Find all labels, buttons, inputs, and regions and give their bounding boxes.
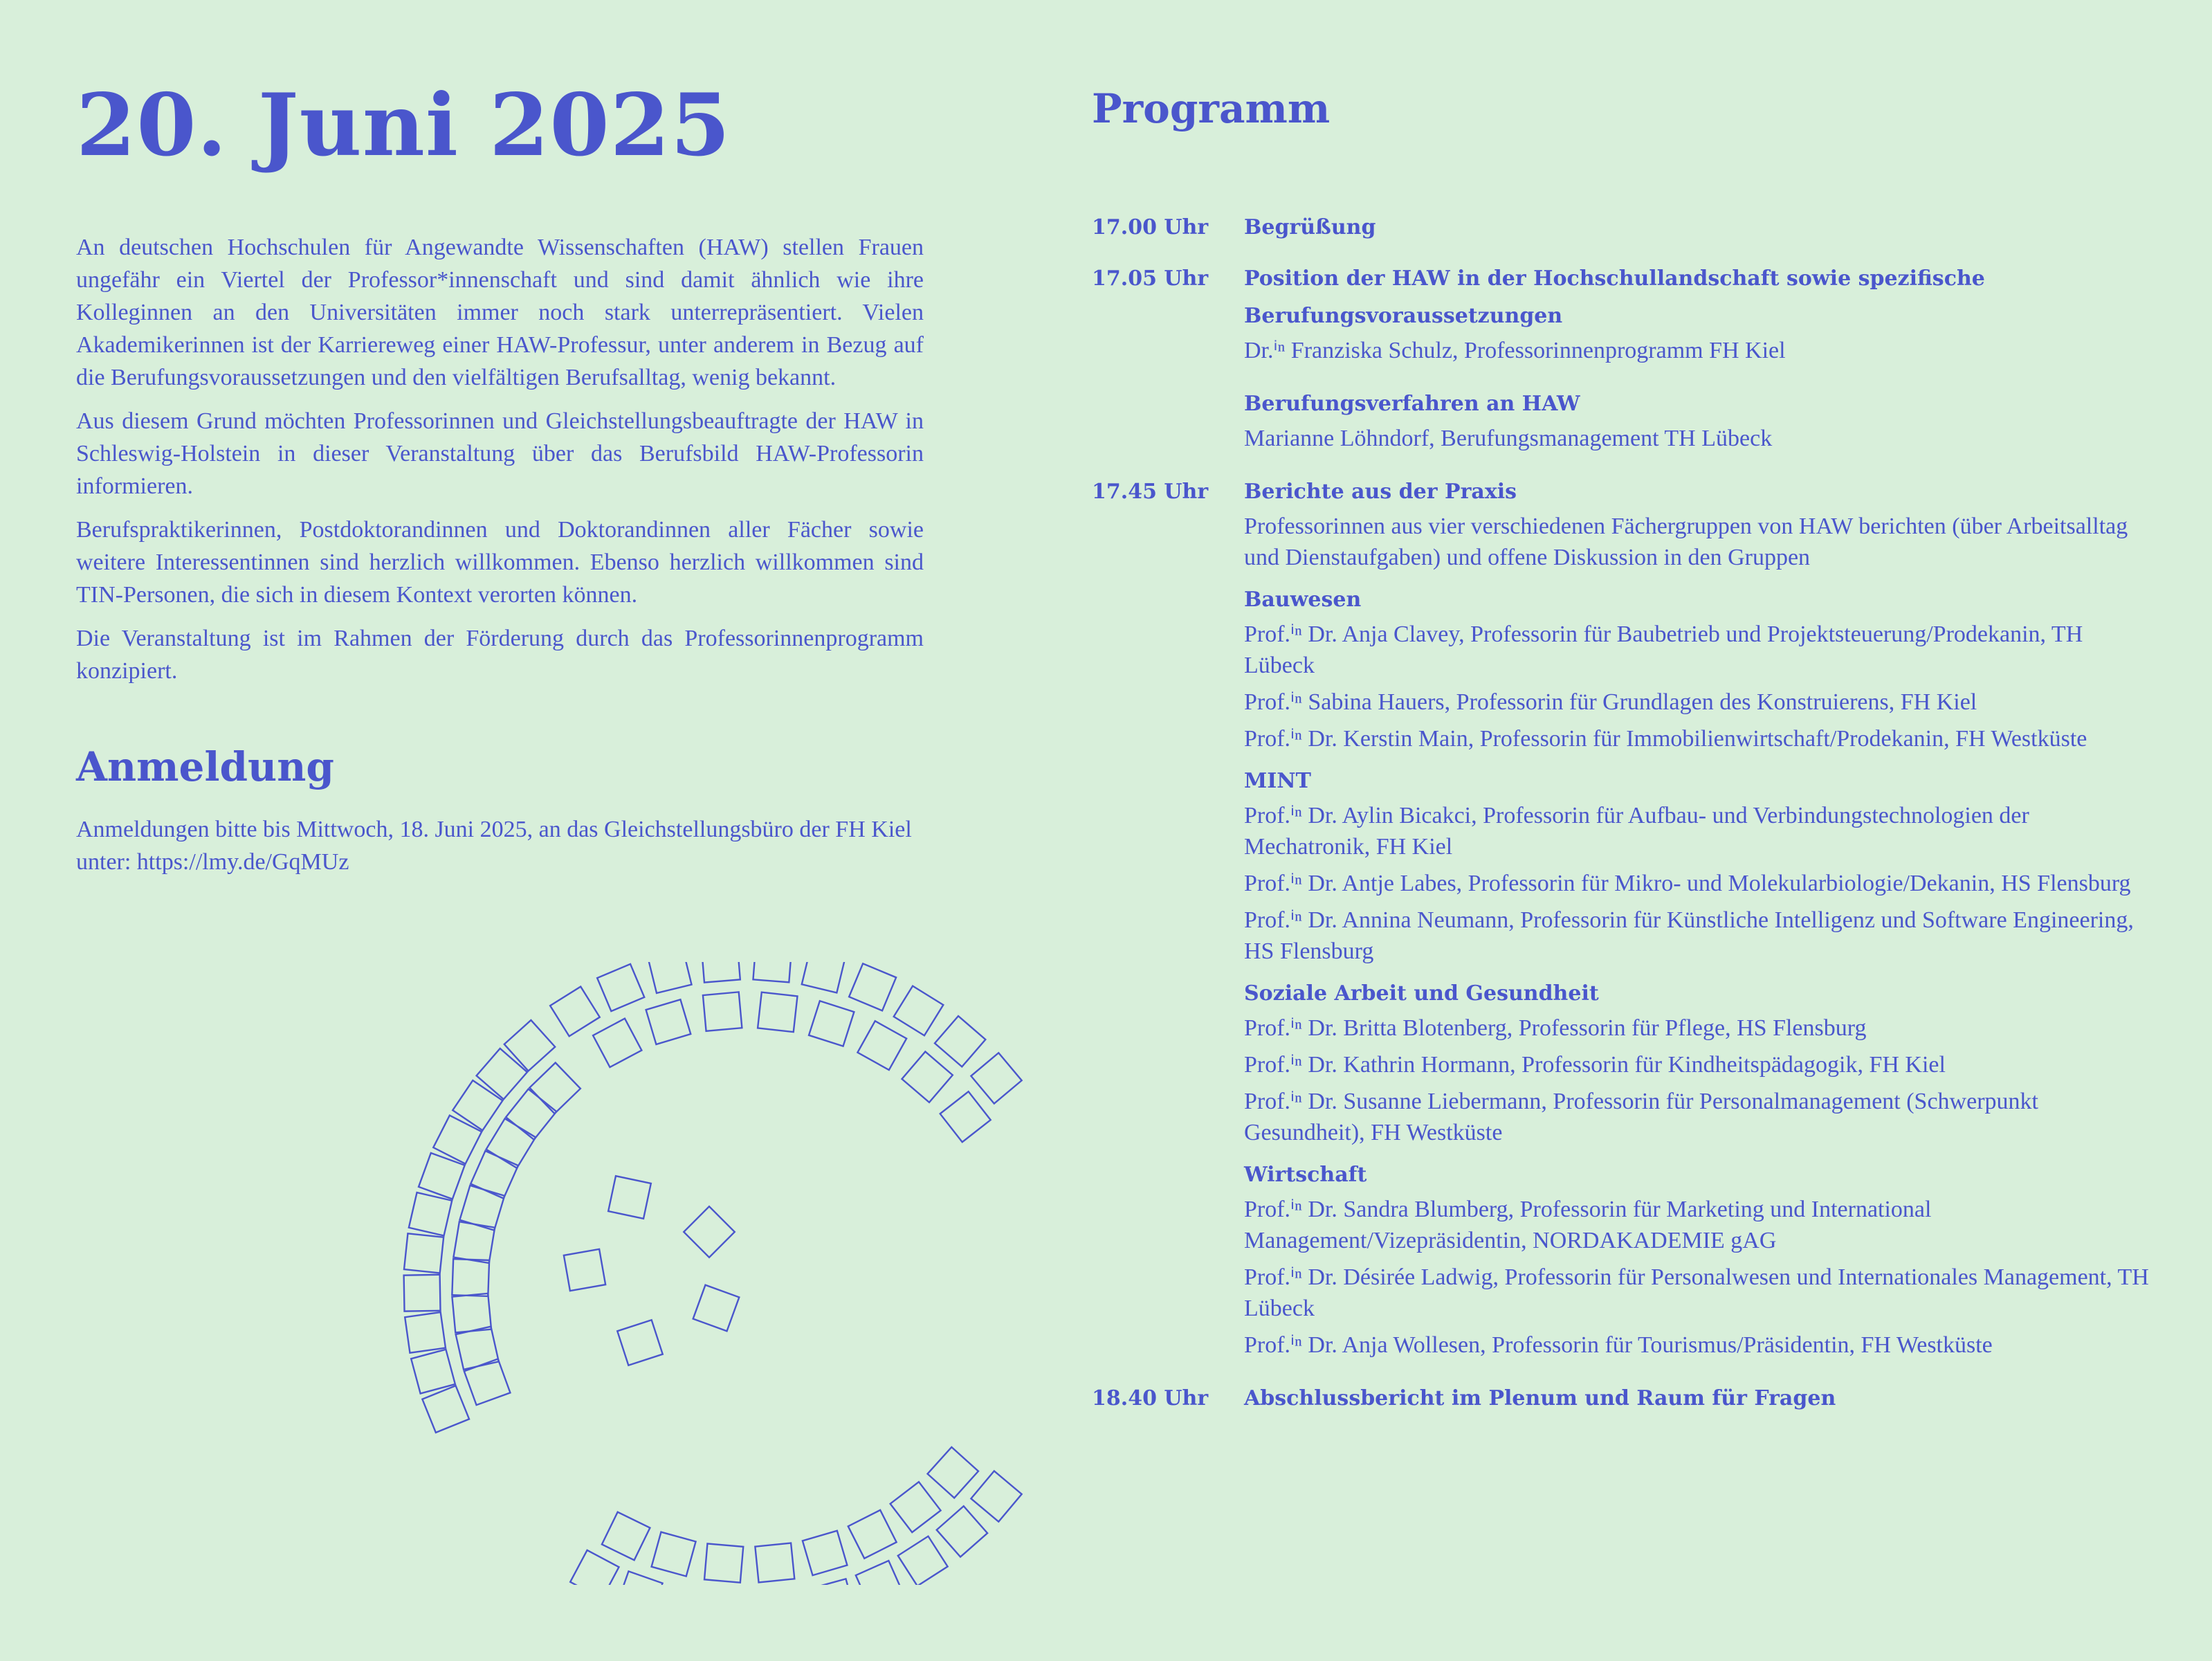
- square-shape: [809, 1001, 854, 1046]
- speaker-line: Prof.ⁱⁿ Dr. Susanne Liebermann, Professorin für Personalmanagement (Schwerpunkt Gesundheit), FH Westküste: [1244, 1088, 2038, 1145]
- square-shape: [971, 1053, 1021, 1103]
- square-shape: [693, 1285, 740, 1332]
- speaker-line: Prof.ⁱⁿ Dr. Désirée Ladwig, Professorin für Personalwesen und Internationales Management, TH Lübeck: [1244, 1264, 2149, 1321]
- square-shape: [646, 999, 691, 1044]
- square-shape: [890, 1482, 941, 1532]
- square-shape: [935, 1016, 985, 1067]
- intro-paragraph-2: Aus diesem Grund möchten Professorinnen und Gleichstellungsbeauftragte der HAW in Schleswig-Holstein in dieser Veranstaltung über das Berufsbild HAW-Professorin informieren.: [76, 408, 924, 499]
- square-shape: [593, 1019, 641, 1067]
- program-item-title: Begrüßung: [1244, 215, 1376, 239]
- speaker-line: Prof.ⁱⁿ Dr. Britta Blotenberg, Professorin für Pflege, HS Flensburg: [1244, 1015, 1867, 1041]
- speaker-line: Prof.ⁱⁿ Dr. Annina Neumann, Professorin für Künstliche Intelligenz und Software Engineering, HS Flensburg: [1244, 907, 2134, 964]
- group-title: Wirtschaft: [1244, 1162, 1367, 1187]
- anmeldung-heading: Anmeldung: [76, 743, 334, 790]
- program-column: [1092, 87, 2150, 1431]
- square-shape: [702, 962, 740, 983]
- program-item: [1092, 209, 2150, 246]
- square-shape: [928, 1447, 978, 1498]
- square-shape: [409, 1192, 452, 1235]
- square-shape: [898, 1536, 948, 1585]
- program-item: [1092, 260, 2150, 372]
- square-shape: [616, 1571, 662, 1585]
- speaker-line: Prof.ⁱⁿ Dr. Kerstin Main, Professorin für Immobilienwirtschaft/Prodekanin, FH Westküste: [1244, 725, 2087, 752]
- square-shape: [894, 986, 944, 1036]
- intro-paragraph-4: Die Veranstaltung ist im Rahmen der Förderung durch das Professorinnenprogramm konzipiert.: [76, 626, 924, 684]
- group-title: Soziale Arbeit und Gesundheit: [1244, 981, 1599, 1006]
- square-shape: [648, 962, 692, 993]
- square-shape: [848, 1510, 897, 1559]
- anmeldung-text: Anmeldungen bitte bis Mittwoch, 18. Juni 2025, an das Gleichstellungsbüro der FH Kiel unter: https://lmy.de/GqMUz: [76, 816, 912, 875]
- square-shape: [802, 962, 846, 992]
- square-shape: [652, 1532, 696, 1577]
- program-time: 18.40 Uhr: [1092, 1386, 1209, 1410]
- speaker-line: Prof.ⁱⁿ Dr. Sandra Blumberg, Professorin für Marketing und International Management/Vizepräsidentin, NORDAKADEMIE gAG: [1244, 1196, 1932, 1253]
- left-column: [76, 75, 924, 889]
- program-item-speaker: Dr.ⁱⁿ Franziska Schulz, Professorinnenprogramm FH Kiel: [1244, 337, 1786, 363]
- speaker-line: Prof.ⁱⁿ Dr. Aylin Bicakci, Professorin für Aufbau- und Verbindungstechnologien der Mechatronik, FH Kiel: [1244, 802, 2029, 860]
- square-shape: [477, 1049, 527, 1099]
- program-time: 17.45 Uhr: [1092, 479, 1209, 504]
- square-shape: [452, 1259, 489, 1296]
- square-shape: [550, 987, 600, 1037]
- group-soziale-arbeit: [1244, 975, 2150, 1148]
- square-shape: [405, 1312, 446, 1353]
- program-time: 17.05 Uhr: [1092, 266, 1209, 291]
- square-shape: [849, 963, 896, 1010]
- square-shape: [704, 1543, 743, 1582]
- square-shape: [597, 964, 644, 1011]
- program-time: [1092, 385, 1244, 460]
- group-bauwesen: [1244, 581, 2150, 754]
- square-shape: [971, 1471, 1021, 1521]
- group-mint: [1244, 763, 2150, 967]
- square-shape: [608, 1176, 651, 1219]
- square-shape: [470, 1151, 518, 1199]
- program-item-title: Berichte aus der Praxis: [1244, 479, 1517, 504]
- program-item: [1092, 473, 2150, 1366]
- square-shape: [753, 962, 792, 982]
- square-shape: [452, 1294, 491, 1333]
- event-date: 20. Juni 2025: [76, 75, 731, 176]
- square-shape: [758, 992, 797, 1032]
- group-wirtschaft: [1244, 1156, 2150, 1361]
- program-item-description: Professorinnen aus vier verschiedenen Fächergruppen von HAW berichten (über Arbeitsalltag und Dienstaufgaben) und offene Diskussion in den Gruppen: [1244, 513, 2128, 570]
- square-shape: [856, 1561, 904, 1585]
- program-item-speaker: Marianne Löhndorf, Berufungsmanagement TH Lübeck: [1244, 425, 1773, 451]
- intro-paragraph-3: Berufspraktikerinnen, Postdoktorandinnen und Doktorandinnen aller Fächer sowie weitere Interessentinnen sind herzlich willkommen. Ebenso herzlich willkommen sind TIN-Personen, die sich in diesem Kontext verorten können.: [76, 517, 924, 608]
- square-shape: [684, 1206, 735, 1258]
- square-shape: [404, 1275, 441, 1311]
- program-item-title: Abschlussbericht im Plenum und Raum für Fragen: [1244, 1386, 1836, 1410]
- square-shape: [464, 1359, 511, 1405]
- decorative-squares-graphic: [360, 962, 1024, 1585]
- program-item-title: Position der HAW in der Hochschullandschaft sowie spezifische Berufungsvoraussetzungen: [1244, 266, 1985, 328]
- square-shape: [803, 1531, 847, 1575]
- program-item-title: Berufungsverfahren an HAW: [1244, 391, 1580, 416]
- square-shape: [755, 1543, 794, 1583]
- square-shape: [902, 1052, 952, 1102]
- square-shape: [453, 1080, 502, 1130]
- square-shape: [811, 1579, 855, 1585]
- square-shape: [506, 1089, 556, 1140]
- square-shape: [486, 1118, 536, 1168]
- square-shape: [937, 1506, 987, 1556]
- program-time: 17.00 Uhr: [1092, 215, 1209, 239]
- program-item: [1092, 1380, 2150, 1417]
- square-shape: [617, 1320, 663, 1365]
- program-heading: Programm: [1092, 85, 1331, 132]
- square-shape: [529, 1063, 581, 1114]
- square-shape: [564, 1249, 605, 1291]
- speaker-line: Prof.ⁱⁿ Dr. Anja Clavey, Professorin für Baubetrieb und Projektsteuerung/Prodekanin, TH Lübeck: [1244, 621, 2083, 678]
- speaker-line: Prof.ⁱⁿ Dr. Kathrin Hormann, Professorin für Kindheitspädagogik, FH Kiel: [1244, 1051, 1946, 1078]
- square-shape: [411, 1350, 455, 1394]
- square-shape: [570, 1550, 619, 1585]
- speaker-line: Prof.ⁱⁿ Sabina Hauers, Professorin für Grundlagen des Konstruierens, FH Kiel: [1244, 689, 1977, 715]
- square-shape: [404, 1233, 444, 1273]
- group-title: MINT: [1244, 768, 1311, 793]
- square-shape: [857, 1021, 906, 1070]
- square-shape: [456, 1327, 499, 1370]
- square-shape: [940, 1091, 991, 1142]
- square-shape: [422, 1386, 469, 1433]
- program-item: [1092, 385, 2150, 460]
- group-title: Bauwesen: [1244, 587, 1362, 612]
- square-shape: [703, 992, 742, 1031]
- square-shape: [504, 1020, 555, 1071]
- intro-paragraph-1: An deutschen Hochschulen für Angewandte Wissenschaften (HAW) stellen Frauen ungefähr ein Viertel der Professor*innenschaft und sind damit ähnlich wie ihre Kolleginnen an den Universitäten immer noch stark unterrepräsentiert. Vielen Akademikerinnen ist der Karriereweg einer HAW-Professur, unter anderem in Bezug auf die Berufungsvoraussetzungen und den vielfältigen Berufsalltag, wenig bekannt.: [76, 235, 924, 390]
- speaker-line: Prof.ⁱⁿ Dr. Antje Labes, Professorin für Mikro- und Molekularbiologie/Dekanin, HS Flensburg: [1244, 870, 2131, 896]
- square-shape: [602, 1512, 650, 1561]
- speaker-line: Prof.ⁱⁿ Dr. Anja Wollesen, Professorin für Tourismus/Präsidentin, FH Westküste: [1244, 1332, 1993, 1358]
